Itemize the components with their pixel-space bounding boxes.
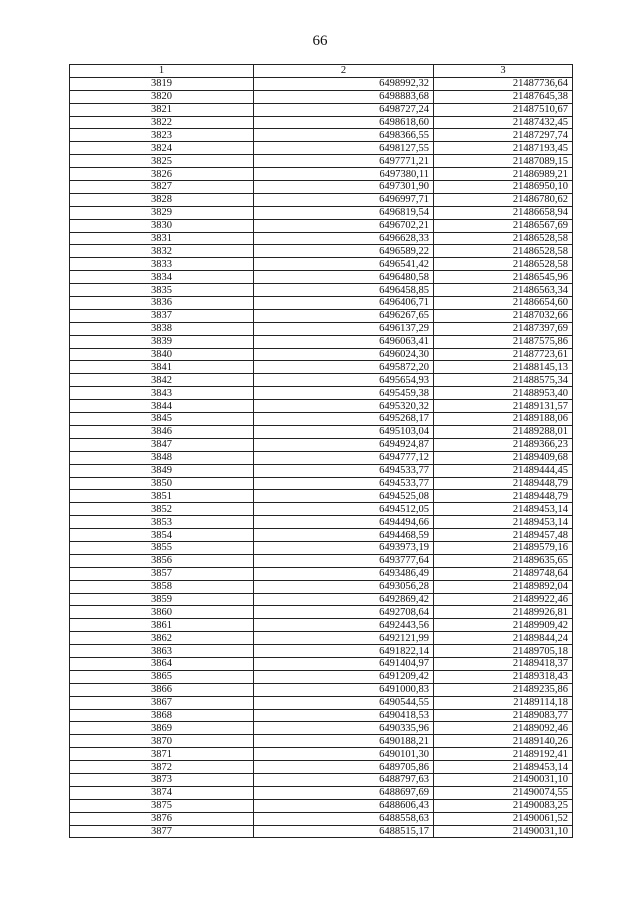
y-coordinate-cell: 21487297,74 bbox=[434, 129, 573, 142]
x-coordinate-cell: 6490544,55 bbox=[254, 696, 434, 709]
point-number-cell: 3868 bbox=[70, 709, 254, 722]
table-header bbox=[70, 65, 573, 78]
x-coordinate-cell: 6493973,19 bbox=[254, 541, 434, 554]
table-row bbox=[70, 284, 573, 297]
y-coordinate-cell: 21486528,58 bbox=[434, 245, 573, 258]
x-coordinate-cell: 6497301,90 bbox=[254, 181, 434, 194]
table-row bbox=[70, 761, 573, 774]
table-row bbox=[70, 103, 573, 116]
point-number-cell: 3866 bbox=[70, 683, 254, 696]
x-coordinate-cell: 6490101,30 bbox=[254, 748, 434, 761]
table-row bbox=[70, 748, 573, 761]
point-number-cell: 3863 bbox=[70, 645, 254, 658]
table-row bbox=[70, 490, 573, 503]
x-coordinate-cell: 6493777,64 bbox=[254, 554, 434, 567]
y-coordinate-cell: 21490031,10 bbox=[434, 773, 573, 786]
x-coordinate-cell: 6496406,71 bbox=[254, 297, 434, 310]
table-row bbox=[70, 619, 573, 632]
x-coordinate-cell: 6492708,64 bbox=[254, 606, 434, 619]
table-row bbox=[70, 812, 573, 825]
point-number-cell: 3849 bbox=[70, 464, 254, 477]
x-coordinate-cell: 6495459,38 bbox=[254, 387, 434, 400]
x-coordinate-cell: 6492869,42 bbox=[254, 593, 434, 606]
y-coordinate-cell: 21489092,46 bbox=[434, 722, 573, 735]
point-number-cell: 3838 bbox=[70, 322, 254, 335]
point-number-cell: 3873 bbox=[70, 773, 254, 786]
y-coordinate-cell: 21489844,24 bbox=[434, 632, 573, 645]
x-coordinate-cell: 6496458,85 bbox=[254, 284, 434, 297]
x-coordinate-cell: 6494533,77 bbox=[254, 464, 434, 477]
x-coordinate-cell: 6493056,28 bbox=[254, 580, 434, 593]
x-coordinate-cell: 6490188,21 bbox=[254, 735, 434, 748]
x-coordinate-cell: 6498727,24 bbox=[254, 103, 434, 116]
point-number-cell: 3855 bbox=[70, 541, 254, 554]
y-coordinate-cell: 21489192,41 bbox=[434, 748, 573, 761]
point-number-cell: 3837 bbox=[70, 309, 254, 322]
point-number-cell: 3819 bbox=[70, 77, 254, 90]
point-number-cell: 3831 bbox=[70, 232, 254, 245]
point-number-cell: 3876 bbox=[70, 812, 254, 825]
x-coordinate-cell: 6495320,32 bbox=[254, 400, 434, 413]
point-number-cell: 3875 bbox=[70, 799, 254, 812]
table-row bbox=[70, 554, 573, 567]
y-coordinate-cell: 21489448,79 bbox=[434, 477, 573, 490]
table-row bbox=[70, 90, 573, 103]
x-coordinate-cell: 6497380,11 bbox=[254, 168, 434, 181]
y-coordinate-cell: 21489926,81 bbox=[434, 606, 573, 619]
y-coordinate-cell: 21489188,06 bbox=[434, 413, 573, 426]
table-row bbox=[70, 258, 573, 271]
point-number-cell: 3872 bbox=[70, 761, 254, 774]
x-coordinate-cell: 6497771,21 bbox=[254, 155, 434, 168]
column-header-1: 1 bbox=[70, 65, 254, 78]
point-number-cell: 3821 bbox=[70, 103, 254, 116]
table-row bbox=[70, 142, 573, 155]
y-coordinate-cell: 21488953,40 bbox=[434, 387, 573, 400]
y-coordinate-cell: 21489318,43 bbox=[434, 670, 573, 683]
y-coordinate-cell: 21486528,58 bbox=[434, 258, 573, 271]
point-number-cell: 3871 bbox=[70, 748, 254, 761]
y-coordinate-cell: 21489235,86 bbox=[434, 683, 573, 696]
x-coordinate-cell: 6494924,87 bbox=[254, 438, 434, 451]
x-coordinate-cell: 6489705,86 bbox=[254, 761, 434, 774]
x-coordinate-cell: 6495654,93 bbox=[254, 374, 434, 387]
table-row bbox=[70, 799, 573, 812]
x-coordinate-cell: 6496702,21 bbox=[254, 219, 434, 232]
y-coordinate-cell: 21490061,52 bbox=[434, 812, 573, 825]
x-coordinate-cell: 6496024,30 bbox=[254, 348, 434, 361]
y-coordinate-cell: 21486658,94 bbox=[434, 206, 573, 219]
x-coordinate-cell: 6488697,69 bbox=[254, 786, 434, 799]
point-number-cell: 3844 bbox=[70, 400, 254, 413]
y-coordinate-cell: 21489444,45 bbox=[434, 464, 573, 477]
point-number-cell: 3842 bbox=[70, 374, 254, 387]
y-coordinate-cell: 21489366,23 bbox=[434, 438, 573, 451]
x-coordinate-cell: 6498883,68 bbox=[254, 90, 434, 103]
x-coordinate-cell: 6498127,55 bbox=[254, 142, 434, 155]
point-number-cell: 3843 bbox=[70, 387, 254, 400]
y-coordinate-cell: 21487032,66 bbox=[434, 309, 573, 322]
y-coordinate-cell: 21489922,46 bbox=[434, 593, 573, 606]
table-row bbox=[70, 155, 573, 168]
table-row bbox=[70, 735, 573, 748]
table-row bbox=[70, 477, 573, 490]
y-coordinate-cell: 21489448,79 bbox=[434, 490, 573, 503]
x-coordinate-cell: 6496137,29 bbox=[254, 322, 434, 335]
table-row bbox=[70, 219, 573, 232]
x-coordinate-cell: 6494525,08 bbox=[254, 490, 434, 503]
y-coordinate-cell: 21490083,25 bbox=[434, 799, 573, 812]
point-number-cell: 3832 bbox=[70, 245, 254, 258]
table-row bbox=[70, 425, 573, 438]
y-coordinate-cell: 21489453,14 bbox=[434, 761, 573, 774]
y-coordinate-cell: 21489140,26 bbox=[434, 735, 573, 748]
point-number-cell: 3836 bbox=[70, 297, 254, 310]
table-row bbox=[70, 374, 573, 387]
point-number-cell: 3830 bbox=[70, 219, 254, 232]
header-row bbox=[70, 65, 573, 78]
x-coordinate-cell: 6488515,17 bbox=[254, 825, 434, 838]
point-number-cell: 3861 bbox=[70, 619, 254, 632]
x-coordinate-cell: 6491404,97 bbox=[254, 657, 434, 670]
table-row bbox=[70, 657, 573, 670]
point-number-cell: 3847 bbox=[70, 438, 254, 451]
x-coordinate-cell: 6488558,63 bbox=[254, 812, 434, 825]
point-number-cell: 3820 bbox=[70, 90, 254, 103]
point-number-cell: 3825 bbox=[70, 155, 254, 168]
x-coordinate-cell: 6495872,20 bbox=[254, 361, 434, 374]
x-coordinate-cell: 6496819,54 bbox=[254, 206, 434, 219]
x-coordinate-cell: 6496267,65 bbox=[254, 309, 434, 322]
point-number-cell: 3834 bbox=[70, 271, 254, 284]
table-row bbox=[70, 206, 573, 219]
table-row bbox=[70, 245, 573, 258]
x-coordinate-cell: 6496997,71 bbox=[254, 193, 434, 206]
table-row bbox=[70, 129, 573, 142]
point-number-cell: 3874 bbox=[70, 786, 254, 799]
table-row bbox=[70, 529, 573, 542]
x-coordinate-cell: 6492121,99 bbox=[254, 632, 434, 645]
point-number-cell: 3859 bbox=[70, 593, 254, 606]
table-row bbox=[70, 516, 573, 529]
point-number-cell: 3877 bbox=[70, 825, 254, 838]
table-row bbox=[70, 322, 573, 335]
table-body bbox=[70, 77, 573, 838]
table-row bbox=[70, 683, 573, 696]
y-coordinate-cell: 21487736,64 bbox=[434, 77, 573, 90]
point-number-cell: 3851 bbox=[70, 490, 254, 503]
x-coordinate-cell: 6498992,32 bbox=[254, 77, 434, 90]
point-number-cell: 3856 bbox=[70, 554, 254, 567]
x-coordinate-cell: 6495268,17 bbox=[254, 413, 434, 426]
y-coordinate-cell: 21487723,61 bbox=[434, 348, 573, 361]
point-number-cell: 3854 bbox=[70, 529, 254, 542]
table-row bbox=[70, 309, 573, 322]
point-number-cell: 3833 bbox=[70, 258, 254, 271]
coordinates-table bbox=[69, 64, 573, 838]
point-number-cell: 3827 bbox=[70, 181, 254, 194]
y-coordinate-cell: 21489409,68 bbox=[434, 451, 573, 464]
table-row bbox=[70, 116, 573, 129]
y-coordinate-cell: 21486989,21 bbox=[434, 168, 573, 181]
x-coordinate-cell: 6494512,05 bbox=[254, 503, 434, 516]
y-coordinate-cell: 21486567,69 bbox=[434, 219, 573, 232]
table-row bbox=[70, 413, 573, 426]
point-number-cell: 3835 bbox=[70, 284, 254, 297]
table-row bbox=[70, 606, 573, 619]
table-row bbox=[70, 503, 573, 516]
table-row bbox=[70, 271, 573, 284]
y-coordinate-cell: 21489635,65 bbox=[434, 554, 573, 567]
x-coordinate-cell: 6496480,58 bbox=[254, 271, 434, 284]
point-number-cell: 3862 bbox=[70, 632, 254, 645]
table-row bbox=[70, 464, 573, 477]
y-coordinate-cell: 21486780,62 bbox=[434, 193, 573, 206]
table-row bbox=[70, 696, 573, 709]
point-number-cell: 3867 bbox=[70, 696, 254, 709]
table-row bbox=[70, 348, 573, 361]
x-coordinate-cell: 6491822,14 bbox=[254, 645, 434, 658]
table-row bbox=[70, 77, 573, 90]
y-coordinate-cell: 21489705,18 bbox=[434, 645, 573, 658]
point-number-cell: 3846 bbox=[70, 425, 254, 438]
y-coordinate-cell: 21489909,42 bbox=[434, 619, 573, 632]
point-number-cell: 3829 bbox=[70, 206, 254, 219]
x-coordinate-cell: 6496628,33 bbox=[254, 232, 434, 245]
x-coordinate-cell: 6494468,59 bbox=[254, 529, 434, 542]
x-coordinate-cell: 6496541,42 bbox=[254, 258, 434, 271]
table-row bbox=[70, 297, 573, 310]
point-number-cell: 3869 bbox=[70, 722, 254, 735]
x-coordinate-cell: 6494777,12 bbox=[254, 451, 434, 464]
point-number-cell: 3850 bbox=[70, 477, 254, 490]
table-row bbox=[70, 825, 573, 838]
x-coordinate-cell: 6498366,55 bbox=[254, 129, 434, 142]
x-coordinate-cell: 6494533,77 bbox=[254, 477, 434, 490]
point-number-cell: 3848 bbox=[70, 451, 254, 464]
table-row bbox=[70, 632, 573, 645]
y-coordinate-cell: 21487089,15 bbox=[434, 155, 573, 168]
point-number-cell: 3864 bbox=[70, 657, 254, 670]
point-number-cell: 3857 bbox=[70, 567, 254, 580]
x-coordinate-cell: 6493486,49 bbox=[254, 567, 434, 580]
y-coordinate-cell: 21490031,10 bbox=[434, 825, 573, 838]
x-coordinate-cell: 6490335,96 bbox=[254, 722, 434, 735]
point-number-cell: 3858 bbox=[70, 580, 254, 593]
point-number-cell: 3826 bbox=[70, 168, 254, 181]
table-row bbox=[70, 438, 573, 451]
y-coordinate-cell: 21489453,14 bbox=[434, 503, 573, 516]
table-row bbox=[70, 387, 573, 400]
y-coordinate-cell: 21489457,48 bbox=[434, 529, 573, 542]
point-number-cell: 3870 bbox=[70, 735, 254, 748]
y-coordinate-cell: 21488145,13 bbox=[434, 361, 573, 374]
y-coordinate-cell: 21489288,01 bbox=[434, 425, 573, 438]
point-number-cell: 3860 bbox=[70, 606, 254, 619]
x-coordinate-cell: 6492443,56 bbox=[254, 619, 434, 632]
table-row bbox=[70, 567, 573, 580]
point-number-cell: 3824 bbox=[70, 142, 254, 155]
table-row bbox=[70, 541, 573, 554]
y-coordinate-cell: 21487645,38 bbox=[434, 90, 573, 103]
table-row bbox=[70, 168, 573, 181]
x-coordinate-cell: 6488797,63 bbox=[254, 773, 434, 786]
y-coordinate-cell: 21489083,77 bbox=[434, 709, 573, 722]
table-row bbox=[70, 335, 573, 348]
x-coordinate-cell: 6495103,04 bbox=[254, 425, 434, 438]
x-coordinate-cell: 6490418,53 bbox=[254, 709, 434, 722]
table-row bbox=[70, 786, 573, 799]
table-row bbox=[70, 580, 573, 593]
y-coordinate-cell: 21489418,37 bbox=[434, 657, 573, 670]
y-coordinate-cell: 21489579,16 bbox=[434, 541, 573, 554]
x-coordinate-cell: 6496589,22 bbox=[254, 245, 434, 258]
y-coordinate-cell: 21489892,04 bbox=[434, 580, 573, 593]
y-coordinate-cell: 21489114,18 bbox=[434, 696, 573, 709]
y-coordinate-cell: 21489453,14 bbox=[434, 516, 573, 529]
y-coordinate-cell: 21486545,96 bbox=[434, 271, 573, 284]
table-row bbox=[70, 232, 573, 245]
point-number-cell: 3839 bbox=[70, 335, 254, 348]
table-row bbox=[70, 400, 573, 413]
y-coordinate-cell: 21489131,57 bbox=[434, 400, 573, 413]
y-coordinate-cell: 21489748,64 bbox=[434, 567, 573, 580]
x-coordinate-cell: 6496063,41 bbox=[254, 335, 434, 348]
table-row bbox=[70, 773, 573, 786]
point-number-cell: 3822 bbox=[70, 116, 254, 129]
column-header-2: 2 bbox=[254, 65, 434, 78]
point-number-cell: 3840 bbox=[70, 348, 254, 361]
point-number-cell: 3865 bbox=[70, 670, 254, 683]
point-number-cell: 3852 bbox=[70, 503, 254, 516]
table-row bbox=[70, 709, 573, 722]
table-row bbox=[70, 361, 573, 374]
y-coordinate-cell: 21486563,34 bbox=[434, 284, 573, 297]
y-coordinate-cell: 21486528,58 bbox=[434, 232, 573, 245]
y-coordinate-cell: 21487432,45 bbox=[434, 116, 573, 129]
point-number-cell: 3845 bbox=[70, 413, 254, 426]
x-coordinate-cell: 6498618,60 bbox=[254, 116, 434, 129]
y-coordinate-cell: 21490074,55 bbox=[434, 786, 573, 799]
table-row bbox=[70, 451, 573, 464]
table-row bbox=[70, 193, 573, 206]
table-row bbox=[70, 645, 573, 658]
x-coordinate-cell: 6494494,66 bbox=[254, 516, 434, 529]
y-coordinate-cell: 21488575,34 bbox=[434, 374, 573, 387]
y-coordinate-cell: 21487510,67 bbox=[434, 103, 573, 116]
x-coordinate-cell: 6491209,42 bbox=[254, 670, 434, 683]
y-coordinate-cell: 21486950,10 bbox=[434, 181, 573, 194]
x-coordinate-cell: 6488606,43 bbox=[254, 799, 434, 812]
table-row bbox=[70, 722, 573, 735]
column-header-3: 3 bbox=[434, 65, 573, 78]
y-coordinate-cell: 21487193,45 bbox=[434, 142, 573, 155]
table-row bbox=[70, 593, 573, 606]
table-row bbox=[70, 181, 573, 194]
y-coordinate-cell: 21487575,86 bbox=[434, 335, 573, 348]
point-number-cell: 3853 bbox=[70, 516, 254, 529]
table-row bbox=[70, 670, 573, 683]
point-number-cell: 3828 bbox=[70, 193, 254, 206]
point-number-cell: 3823 bbox=[70, 129, 254, 142]
y-coordinate-cell: 21487397,69 bbox=[434, 322, 573, 335]
point-number-cell: 3841 bbox=[70, 361, 254, 374]
x-coordinate-cell: 6491000,83 bbox=[254, 683, 434, 696]
y-coordinate-cell: 21486654,60 bbox=[434, 297, 573, 310]
page-number: 66 bbox=[312, 33, 328, 49]
